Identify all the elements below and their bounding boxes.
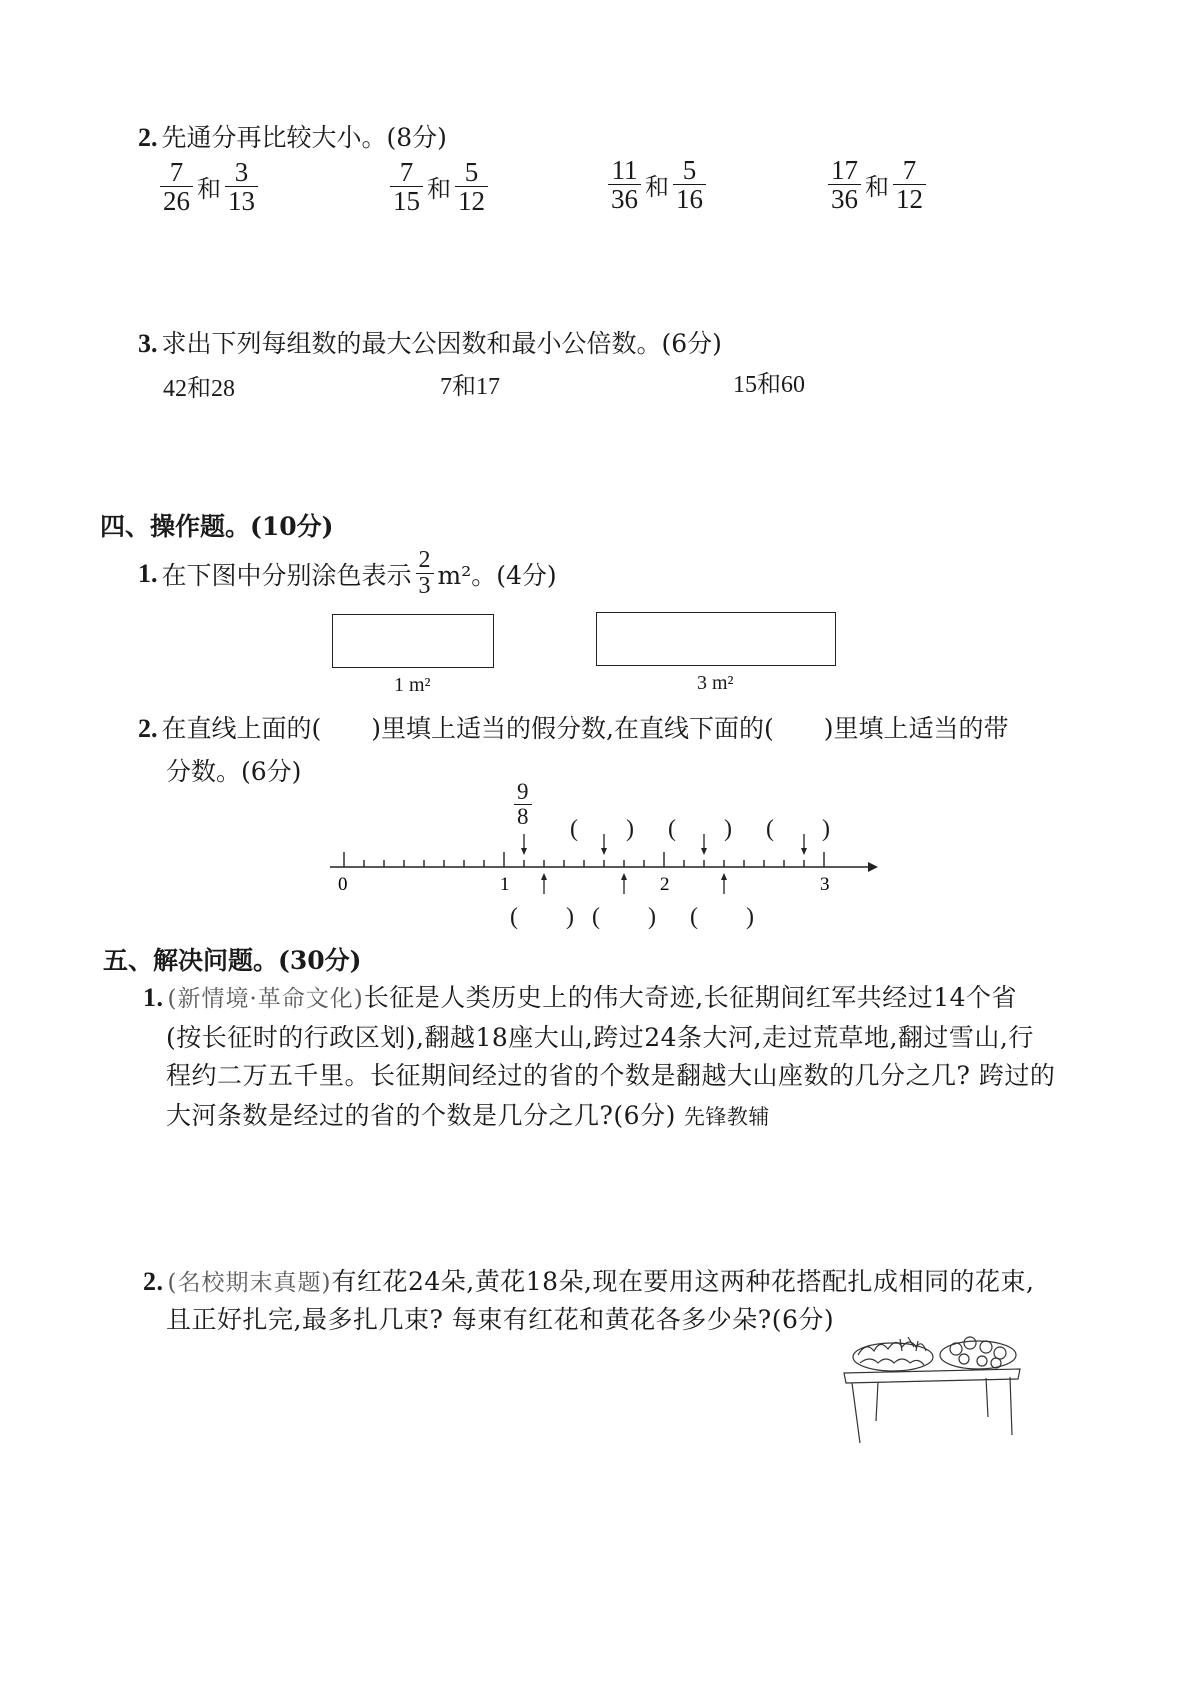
blank-above[interactable]: ( ) <box>766 816 830 842</box>
down-arrow-icon <box>701 834 707 855</box>
watermark: 先锋教辅 <box>683 1105 770 1129</box>
table-top <box>844 1369 1020 1383</box>
blank-above[interactable]: ( ) <box>668 816 732 842</box>
s4-q2-number: 2. <box>138 714 158 743</box>
s5-q2-tag: (名校期末真题) <box>167 1270 332 1296</box>
rectangle-1m2[interactable] <box>332 614 494 668</box>
axis-label-1: 1 <box>500 874 510 895</box>
and-word: 和 <box>427 175 451 204</box>
q2-number: 2. <box>138 123 158 152</box>
section4-title: 四、操作题。(10分) <box>100 512 334 541</box>
fraction: $\frac{7}{26}$ <box>160 158 193 216</box>
number-group: 15和60 <box>733 372 805 398</box>
fraction: $\frac{7}{15}$ <box>390 158 423 216</box>
flower-table-illustration <box>838 1325 1028 1450</box>
number-group: 42和28 <box>163 376 235 402</box>
s4-q1-number: 1. <box>138 558 158 588</box>
s4-q2-text1: 在直线上面的( )里填上适当的假分数,在直线下面的( )里填上适当的带 <box>161 714 1009 743</box>
rectangle-3m2[interactable] <box>596 612 836 666</box>
q3-title: 求出下列每组数的最大公因数和最小公倍数。(6分) <box>161 329 722 358</box>
up-arrow-icon <box>541 873 547 894</box>
s5-q2-line2: 且正好扎完,最多扎几束? 每束有红花和黄花各多少朵?(6分) <box>166 1305 835 1334</box>
blank-below[interactable]: ( ) <box>592 904 656 930</box>
s4-q1-prefix: 在下图中分别涂色表示 <box>161 560 412 590</box>
fraction-pair <box>828 156 926 214</box>
number-line <box>320 830 880 900</box>
fraction: $\frac{11}{36}$ <box>608 156 641 214</box>
fraction-two-thirds: $\frac{2}{3}$ <box>416 548 434 599</box>
down-arrow-icon <box>521 834 527 855</box>
and-word: 和 <box>865 173 889 202</box>
fraction-pair <box>390 158 488 216</box>
fraction-pair <box>160 158 258 216</box>
s4-q2-line2: 分数。(6分) <box>166 757 302 786</box>
s5-q1-number: 1. <box>143 983 164 1012</box>
s5-q1-line1: 1. (新情境·革命文化)长征是人类历史上的伟大奇迹,长征期间红军共经过14个省 <box>143 983 1018 1012</box>
fraction: $\frac{17}{36}$ <box>828 156 861 214</box>
q2-heading <box>138 118 447 154</box>
q3-number: 3. <box>138 329 158 358</box>
given-fraction: $\frac{9}{8}$ <box>514 780 532 829</box>
fraction: $\frac{3}{13}$ <box>225 158 258 216</box>
box2-label: 3 m² <box>697 672 734 694</box>
and-word: 和 <box>197 175 221 204</box>
s5-q1-line3: 程约二万五千里。长征期间经过的省的个数是翻越大山座数的几分之几? 跨过的 <box>166 1061 1056 1090</box>
q2-title: 先通分再比较大小。(8分) <box>161 123 447 152</box>
up-arrow-icon <box>721 873 727 894</box>
s4-q2-line1 <box>138 709 1008 745</box>
s5-q1-line2: (按长征时的行政区划),翻越18座大山,跨过24条大河,走过荒草地,翻过雪山,行 <box>166 1023 1034 1052</box>
s4-q1-suffix: m²。(4分) <box>437 560 557 590</box>
and-word: 和 <box>645 173 669 202</box>
section5-title: 五、解决问题。(30分) <box>103 946 362 975</box>
fraction: $\frac{5}{12}$ <box>455 158 488 216</box>
down-arrow-icon <box>601 834 607 855</box>
fraction-pair <box>608 156 706 214</box>
box1-label: 1 m² <box>394 674 431 696</box>
s5-q1-tag: (新情境·革命文化) <box>167 986 364 1012</box>
up-arrow-icon <box>621 873 627 894</box>
blank-below[interactable]: ( ) <box>510 904 574 930</box>
blank-below[interactable]: ( ) <box>690 904 754 930</box>
down-arrow-icon <box>801 834 807 855</box>
q3-heading <box>138 324 722 360</box>
axis-label-3: 3 <box>820 874 830 895</box>
s5-q2-line1: 2. (名校期末真题)有红花24朵,黄花18朵,现在要用这两种花搭配扎成相同的花束, <box>143 1267 1035 1296</box>
axis-label-0: 0 <box>338 874 348 895</box>
axis-arrow-icon <box>868 862 878 872</box>
s4-q1-heading <box>138 548 557 599</box>
number-group: 7和17 <box>440 374 500 400</box>
fraction: $\frac{7}{12}$ <box>893 156 926 214</box>
axis-label-2: 2 <box>660 874 670 895</box>
fraction: $\frac{5}{16}$ <box>673 156 706 214</box>
s5-q1-line4: 大河条数是经过的省的个数是几分之几?(6分) 先锋教辅 <box>166 1101 770 1130</box>
s5-q2-number: 2. <box>143 1267 164 1296</box>
number-line-ticks <box>344 852 824 867</box>
blank-above[interactable]: ( ) <box>570 816 634 842</box>
